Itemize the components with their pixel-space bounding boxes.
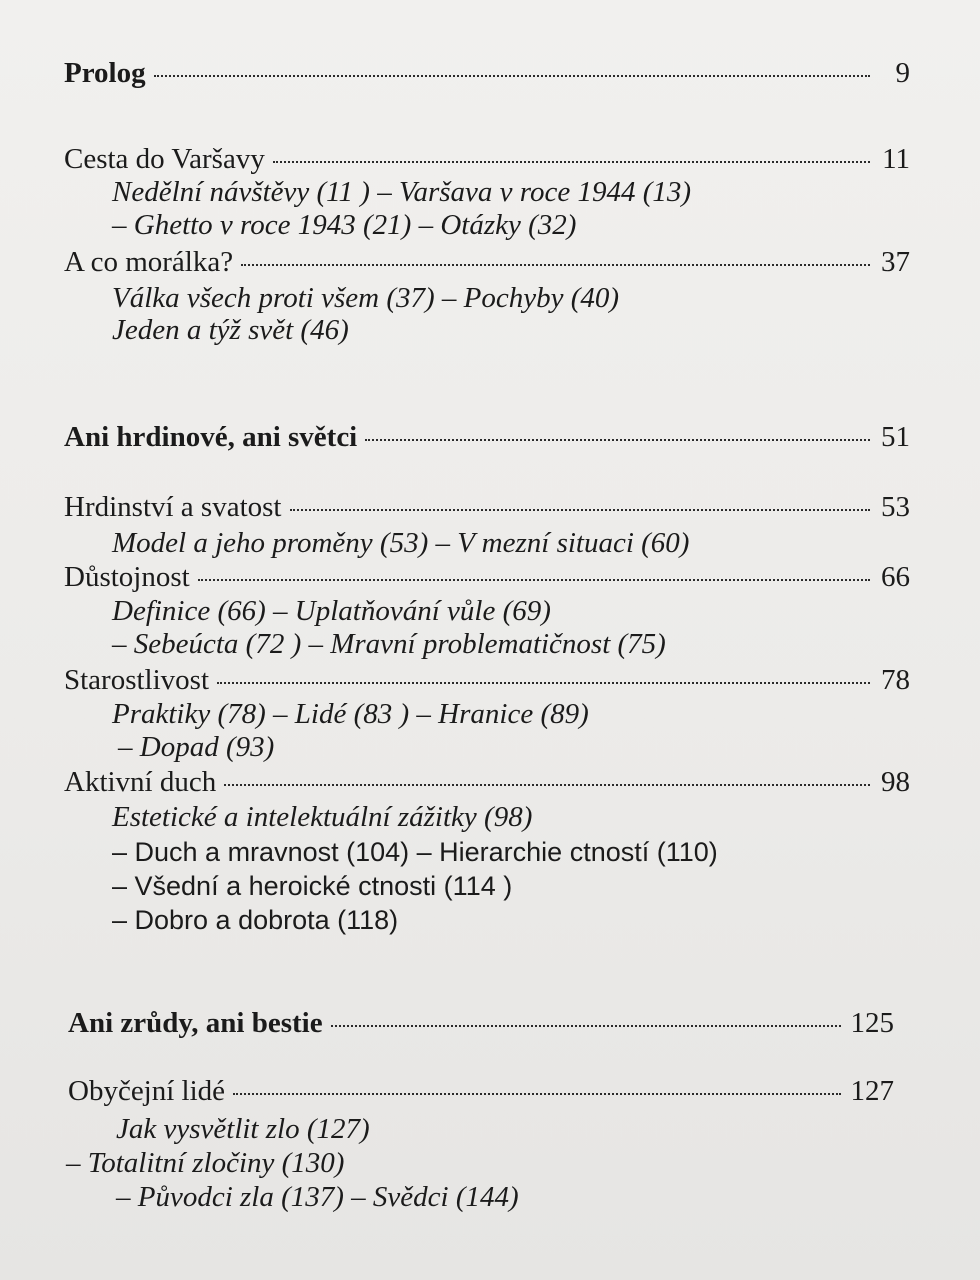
page-number: 53 (881, 491, 910, 523)
leader-dots (290, 509, 871, 511)
entry-title: Cesta do Varšavy (64, 143, 265, 175)
leader-dots (273, 161, 870, 163)
leader-dots (217, 682, 870, 684)
subentry: Jeden a týž svět (46) (112, 314, 349, 346)
leader-dots (331, 1025, 841, 1027)
subentry: Definice (66) – Uplatňování vůle (69) (112, 595, 551, 627)
page-number: 78 (881, 664, 910, 696)
entry-title: Prolog (64, 57, 146, 89)
toc-entry-prolog (0, 56, 910, 90)
toc-entry-dustojnost (0, 560, 910, 594)
toc-entry-hrdinstvi (0, 490, 910, 524)
subentry: – Původci zla (137) – Svědci (144) (116, 1181, 519, 1213)
leader-dots (198, 579, 870, 581)
subentry: – Duch a mravnost (104) – Hierarchie ctností (110) (112, 837, 718, 867)
entry-title: Obyčejní lidé (68, 1075, 226, 1107)
page-number: 98 (881, 766, 910, 798)
toc-entry-starostlivost (0, 663, 910, 697)
subentry: – Dopad (93) (118, 731, 275, 763)
page-number: 125 (850, 1007, 894, 1039)
page-number: 37 (881, 246, 910, 278)
subentry: Válka všech proti všem (37) – Pochyby (40) (112, 282, 620, 314)
leader-dots (241, 264, 870, 266)
toc-entry-cesta (0, 142, 910, 176)
toc-part-hrdinove (0, 420, 910, 454)
subentry: – Sebeúcta (72 ) – Mravní problematičnost (75) (112, 628, 666, 660)
leader-dots (154, 75, 870, 77)
leader-dots (233, 1093, 840, 1095)
subentry: Nedělní návštěvy (11 ) – Varšava v roce 1944 (13) (112, 176, 692, 208)
leader-dots (224, 784, 870, 786)
toc-part-zrudy (0, 1006, 894, 1040)
entry-title: Hrdinství a svatost (64, 491, 282, 523)
page-number: 9 (895, 57, 910, 89)
subentry: Estetické a intelektuální zážitky (98) (112, 801, 533, 833)
entry-title: Důstojnost (64, 561, 190, 593)
leader-dots (365, 439, 870, 441)
toc-entry-obycejni (0, 1074, 894, 1108)
entry-title: Ani zrůdy, ani bestie (68, 1007, 323, 1039)
entry-title: Starostlivost (64, 664, 210, 696)
entry-title: A co morálka? (64, 246, 234, 278)
subentry: – Ghetto v roce 1943 (21) – Otázky (32) (112, 209, 577, 241)
subentry: Praktiky (78) – Lidé (83 ) – Hranice (89) (112, 698, 589, 730)
page-number: 11 (882, 143, 910, 175)
subentry: Model a jeho proměny (53) – V mezní situaci (60) (112, 527, 690, 559)
page-number: 127 (850, 1075, 894, 1107)
page-number: 66 (881, 561, 910, 593)
subentry: – Totalitní zločiny (130) (66, 1147, 345, 1179)
subentry: – Všední a heroické ctnosti (114 ) (112, 871, 513, 901)
subentry: Jak vysvětlit zlo (127) (116, 1113, 370, 1145)
entry-title: Aktivní duch (64, 766, 217, 798)
subentry: – Dobro a dobrota (118) (112, 905, 399, 935)
page-number: 51 (881, 421, 910, 453)
entry-title: Ani hrdinové, ani světci (64, 421, 358, 453)
toc-entry-aktivni (0, 765, 910, 799)
toc-entry-moralka (0, 245, 910, 279)
